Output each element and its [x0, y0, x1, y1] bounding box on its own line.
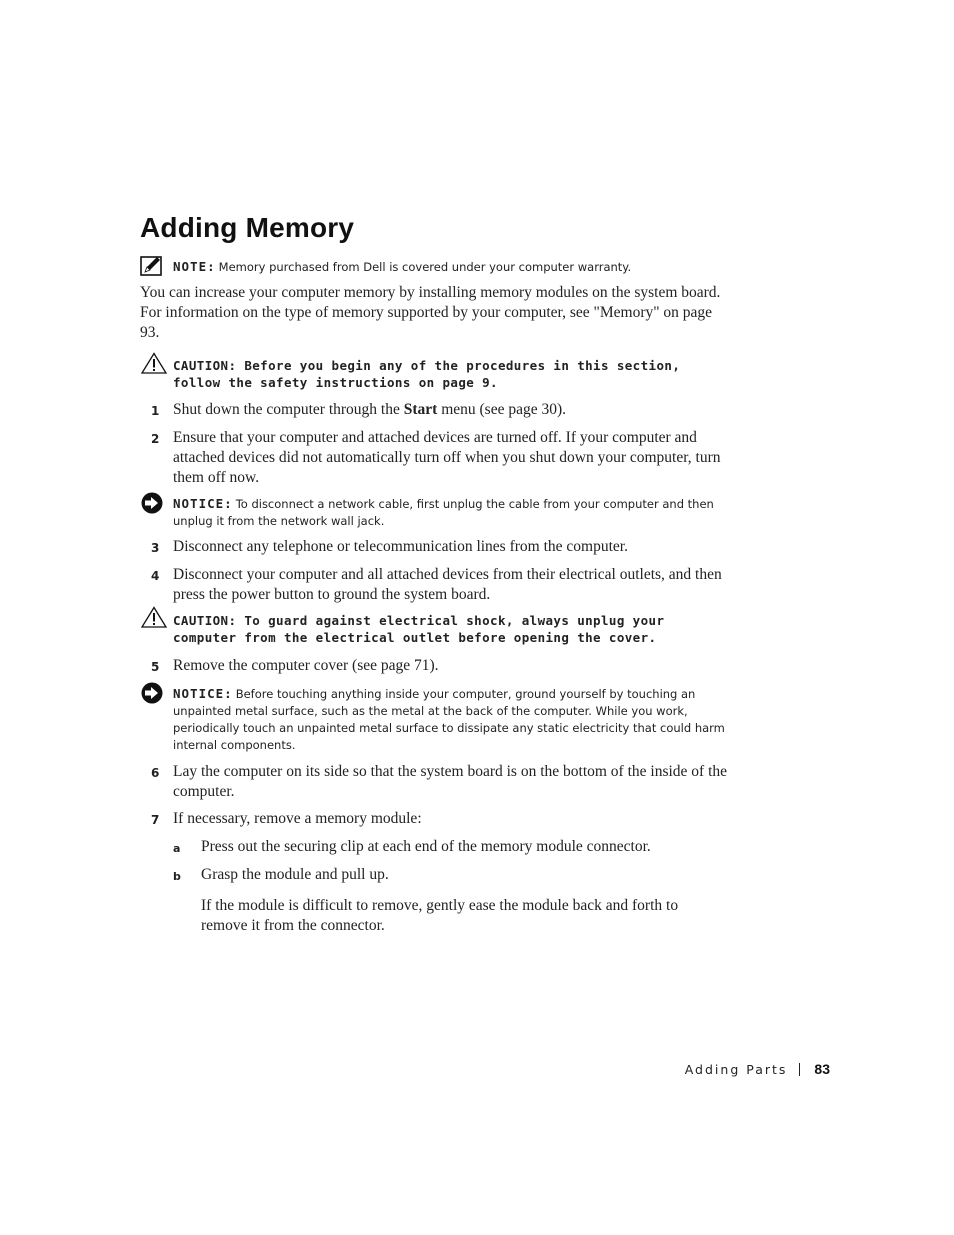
step-4-text: Disconnect your computer and all attached devices from their electrical outlets, and then press the power button to ground the system board. — [173, 566, 722, 603]
step-6 — [140, 762, 730, 802]
page-title: Adding Memory — [140, 212, 355, 243]
step-2-text: Ensure that your computer and attached devices are turned off. If your computer and attached devices did not automatically turn off when you shut down your computer, turn them off now. — [173, 429, 721, 486]
note-label: NOTE: — [173, 259, 216, 274]
notice-1-label: NOTICE: — [173, 496, 233, 511]
step-2 — [140, 428, 730, 488]
step-number: 5 — [151, 660, 160, 674]
notice-1-text: To disconnect a network cable, first unplug the cable from your computer and then unplug it from the network wall jack. — [173, 497, 714, 528]
substep-a — [173, 837, 733, 857]
caution-1-text: CAUTION: Before you begin any of the procedures in this section, follow the safety instructions on page 9. — [173, 358, 681, 390]
intro-paragraph: You can increase your computer memory by installing memory modules on the system board. For information on the type of memory supported by your computer, see "Memory" on page 93. — [140, 284, 721, 341]
substep-letter: a — [173, 842, 181, 855]
step-5 — [140, 656, 730, 676]
caution-callout-1 — [140, 352, 730, 392]
note-text: Memory purchased from Dell is covered under your computer warranty. — [218, 260, 632, 274]
notice-2-label: NOTICE: — [173, 686, 233, 701]
notice-callout-2 — [140, 682, 730, 754]
caution-triangle-icon — [141, 606, 165, 628]
step-1-text-post: menu (see page 30). — [437, 401, 567, 418]
step-number: 7 — [151, 813, 160, 827]
caution-triangle-icon — [141, 352, 165, 374]
substep-b-followup: If the module is difficult to remove, gently ease the module back and forth to remove it from the connector. — [201, 897, 679, 934]
step-7-text: If necessary, remove a memory module: — [173, 810, 422, 827]
step-4 — [140, 565, 730, 605]
footer-separator — [799, 1063, 800, 1076]
step-number: 6 — [151, 766, 160, 780]
page-number: 83 — [814, 1061, 830, 1077]
start-menu-label: Start — [403, 401, 438, 418]
step-3-text: Disconnect any telephone or telecommunication lines from the computer. — [173, 538, 628, 555]
step-number: 1 — [151, 404, 160, 418]
step-number: 4 — [151, 569, 160, 583]
page-footer — [685, 1061, 830, 1081]
step-5-text: Remove the computer cover (see page 71). — [173, 657, 439, 674]
substep-letter: b — [173, 870, 181, 883]
step-number: 3 — [151, 541, 160, 555]
substep-b — [173, 865, 733, 885]
step-number: 2 — [151, 432, 160, 446]
step-1-text-pre: Shut down the computer through the — [173, 401, 404, 418]
step-7 — [140, 809, 730, 829]
notice-arrow-icon — [140, 682, 164, 704]
step-3 — [140, 537, 730, 557]
step-6-text: Lay the computer on its side so that the system board is on the bottom of the inside of the computer. — [173, 763, 728, 800]
note-pencil-icon — [140, 255, 164, 277]
notice-callout-1 — [140, 492, 730, 530]
step-1 — [140, 400, 730, 420]
notice-arrow-icon — [140, 492, 164, 514]
notice-2-text: Before touching anything inside your computer, ground yourself by touching an unpainted metal surface, such as the metal at the back of the computer. While you work, periodically touch an unpainted metal surface to dissipate any static electricity that could harm internal components. — [173, 687, 725, 752]
caution-callout-2 — [140, 606, 730, 646]
note-callout — [140, 255, 730, 277]
substep-a-text: Press out the securing clip at each end of the memory module connector. — [201, 838, 651, 855]
footer-section-label: Adding Parts — [684, 1062, 788, 1077]
caution-2-text: CAUTION: To guard against electrical shock, always unplug your computer from the electrical outlet before opening the cover. — [173, 613, 665, 645]
substep-b-text: Grasp the module and pull up. — [201, 866, 389, 883]
